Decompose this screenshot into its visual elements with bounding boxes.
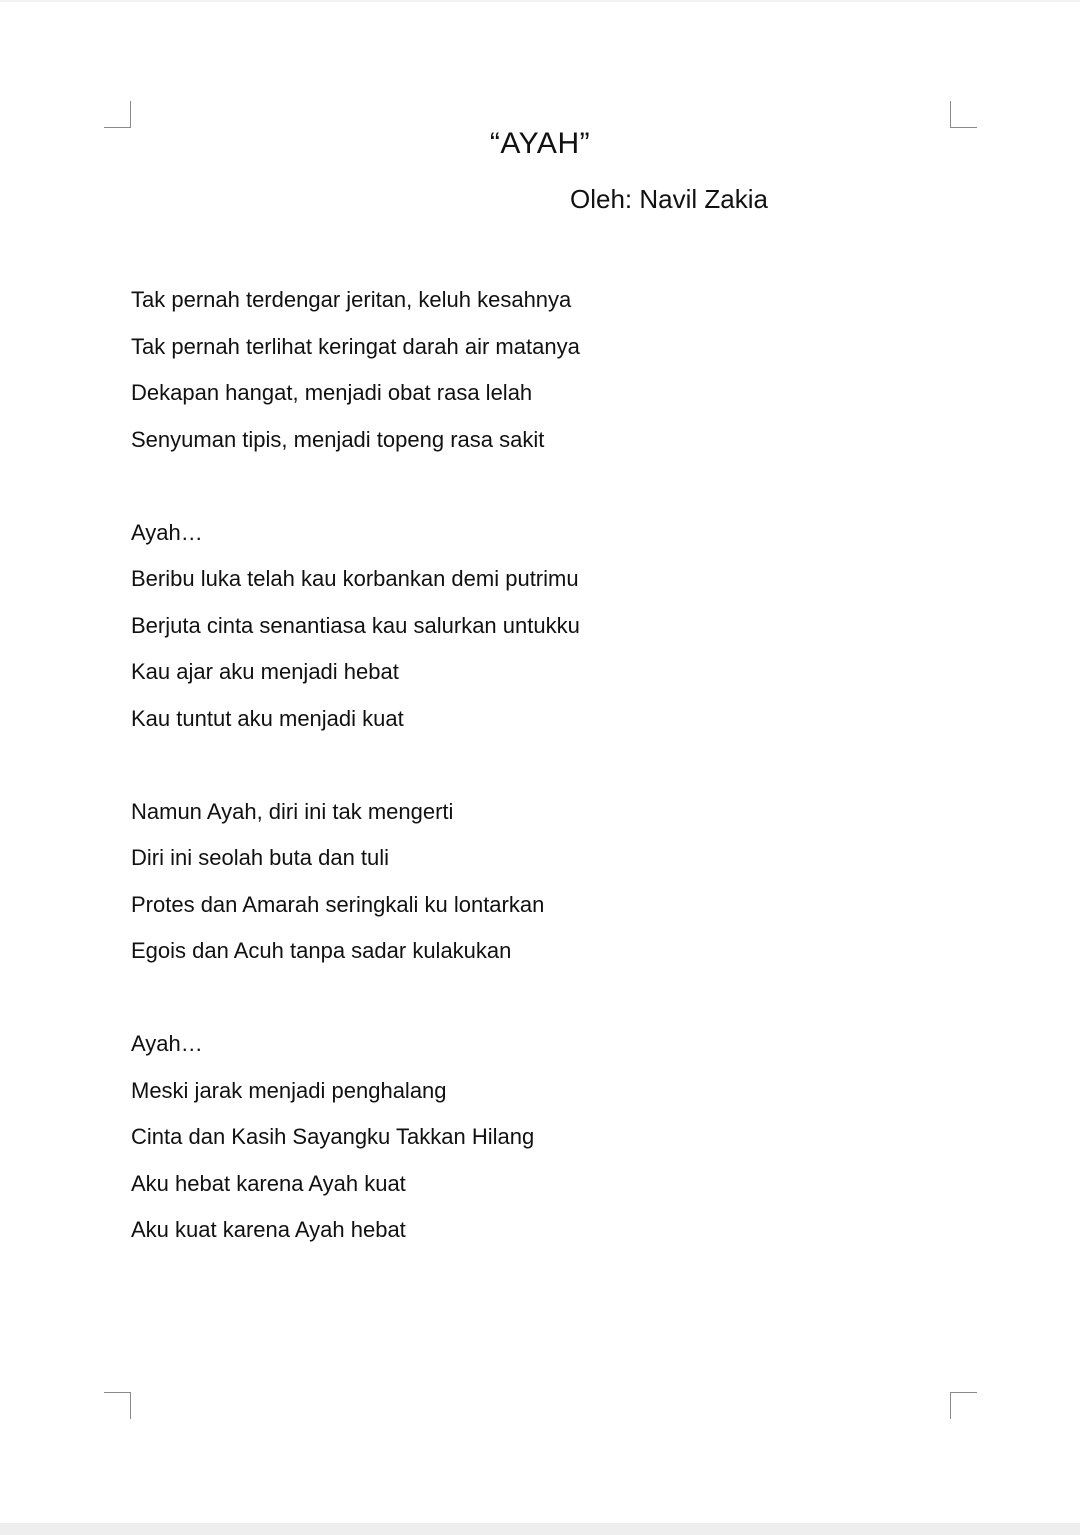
stanza-gap: [131, 982, 931, 1029]
poem-line: Beribu luka telah kau korbankan demi putrimu: [131, 566, 579, 591]
stanza: [131, 796, 931, 982]
stanza: [131, 284, 931, 470]
poem-line: Senyuman tipis, menjadi topeng rasa sakit: [131, 426, 545, 452]
poem-line: Dekapan hangat, menjadi obat rasa lelah: [131, 380, 533, 405]
poem-line: Egois dan Acuh tanpa sadar kulakukan: [131, 938, 512, 963]
poem-line: Aku hebat karena Ayah kuat: [131, 1170, 406, 1196]
poem-line: Tak pernah terdengar jeritan, keluh kesahnya: [131, 287, 572, 312]
poem-line: Kau ajar aku menjadi hebat: [131, 659, 399, 684]
poem-line: Meski jarak menjadi penghalang: [131, 1077, 447, 1103]
poem-line: Kau tuntut aku menjadi kuat: [131, 705, 404, 731]
poem-line: Namun Ayah, diri ini tak mengerti: [131, 798, 454, 824]
poem-line: Cinta dan Kasih Sayangku Takkan Hilang: [131, 1124, 535, 1149]
poem-line: Tak pernah terlihat keringat darah air matanya: [131, 333, 580, 359]
stanza-gap: [131, 749, 931, 796]
poem-title: “AYAH”: [489, 127, 591, 160]
margin-marker-bottom-left: [104, 1392, 131, 1419]
stanza: [131, 1028, 931, 1261]
page-top-edge: [0, 0, 1080, 2]
poem-body: [131, 284, 931, 1261]
poem-line: Ayah…: [131, 519, 203, 545]
viewer-background: [0, 1523, 1080, 1535]
stanza: [131, 517, 931, 750]
poem-line: Protes dan Amarah seringkali ku lontarkan: [131, 891, 545, 917]
poem-line: Berjuta cinta senantiasa kau salurkan untukku: [131, 612, 580, 638]
stanza-gap: [131, 470, 931, 517]
poem-line: Ayah…: [131, 1031, 203, 1056]
poem-line: Aku kuat karena Ayah hebat: [131, 1217, 406, 1242]
poem-line: Diri ini seolah buta dan tuli: [131, 845, 390, 870]
poem-author: Oleh: Navil Zakia: [570, 184, 768, 214]
margin-marker-bottom-right: [950, 1392, 977, 1419]
